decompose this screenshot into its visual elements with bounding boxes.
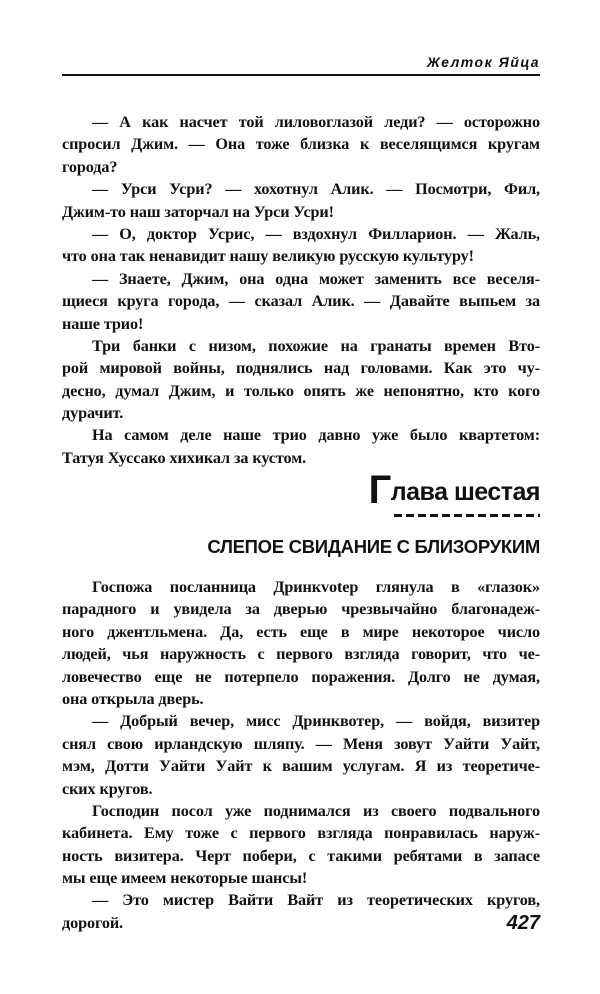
text-line: Джим-то наш заторчал на Урси Усри!	[62, 202, 334, 221]
text-line: дурачит.	[62, 404, 124, 423]
text-line: Три банки с низом, похожие на гранаты времен Вто-	[92, 336, 540, 355]
text-line: щиеся круга города, — сказал Алик. — Давайте выпьем за	[62, 292, 540, 311]
text-line: мы еще имеем некоторые шансы!	[62, 869, 308, 888]
text-section-1	[62, 111, 540, 469]
text-line: Господин посол уже поднимался из своего подвального	[92, 801, 540, 820]
text-line: десно, думал Джим, и только опять же непонятно, кто кого	[62, 381, 540, 400]
chapter-heading-rest: лава шестая	[390, 478, 540, 506]
chapter-dashed-rule	[394, 514, 540, 517]
text-line: ного джентльмена. Да, есть еще в мире некоторое число	[62, 622, 540, 641]
text-line: снял свою ирландскую шляпу. — Меня зовут Уайти Уайт,	[62, 734, 540, 753]
chapter-initial: Г	[368, 468, 391, 512]
text-line: Татуя Хуссако хихикал за кустом.	[62, 448, 307, 467]
text-line: — Добрый вечер, мисс Дринквотер, — войдя, визитер	[92, 712, 540, 731]
header-rule	[62, 74, 540, 76]
chapter-title: СЛЕПОЕ СВИДАНИЕ С БЛИЗОРУКИМ	[207, 536, 540, 557]
text-line: — Урси Усри? — хохотнул Алик. — Посмотри, Фил,	[92, 180, 540, 199]
text-line: ловечество еще не потерпело поражения. Долго не думая,	[62, 667, 540, 686]
text-line: рой мировой войны, поднялись над головами. Как это чу-	[62, 359, 540, 378]
text-line: — А как насчет той лиловоглазой леди? — осторожно	[92, 113, 540, 131]
text-line: города?	[62, 157, 118, 176]
text-line: — Знаете, Джим, она одна может заменить все веселя-	[92, 269, 540, 288]
text-line: что она так ненавидит нашу великую русскую культуру!	[62, 247, 474, 266]
text-line: ность визитера. Черт побери, с такими ребятами в запасе	[62, 846, 540, 865]
text-line: людей, чья наружность с первого взгляда говорит, что че-	[62, 645, 540, 664]
text-line: На самом деле наше трио давно уже было квартетом:	[92, 426, 540, 445]
text-line: дорогой.	[62, 913, 123, 932]
text-section-2	[62, 576, 540, 934]
text-line: наше трио!	[62, 314, 144, 333]
running-head: Желток Яйца	[426, 54, 540, 70]
text-line: — О, доктор Усрис, — вздохнул Филларион. — Жаль,	[92, 224, 540, 243]
text-line: Госпожа посланница Дринкvotер глянула в «глазок»	[92, 578, 540, 596]
chapter-heading	[369, 470, 540, 510]
text-line: кабинета. Ему тоже с первого взгляда понравилась наруж-	[62, 824, 540, 843]
text-line: спросил Джим. — Она тоже близка к веселящимся кругам	[62, 135, 540, 154]
text-line: она открыла дверь.	[62, 689, 204, 708]
text-line: ских кругов.	[62, 779, 153, 798]
text-line: парадного и увидела за дверью чрезвычайно благонадеж-	[62, 600, 540, 619]
text-line: — Это мистер Вайти Вайт из теоретических кругов,	[92, 891, 540, 910]
page-number: 427	[506, 912, 540, 934]
text-line: мэм, Дотти Уайти Уайт к вашим услугам. Я из теоретиче-	[62, 757, 540, 776]
